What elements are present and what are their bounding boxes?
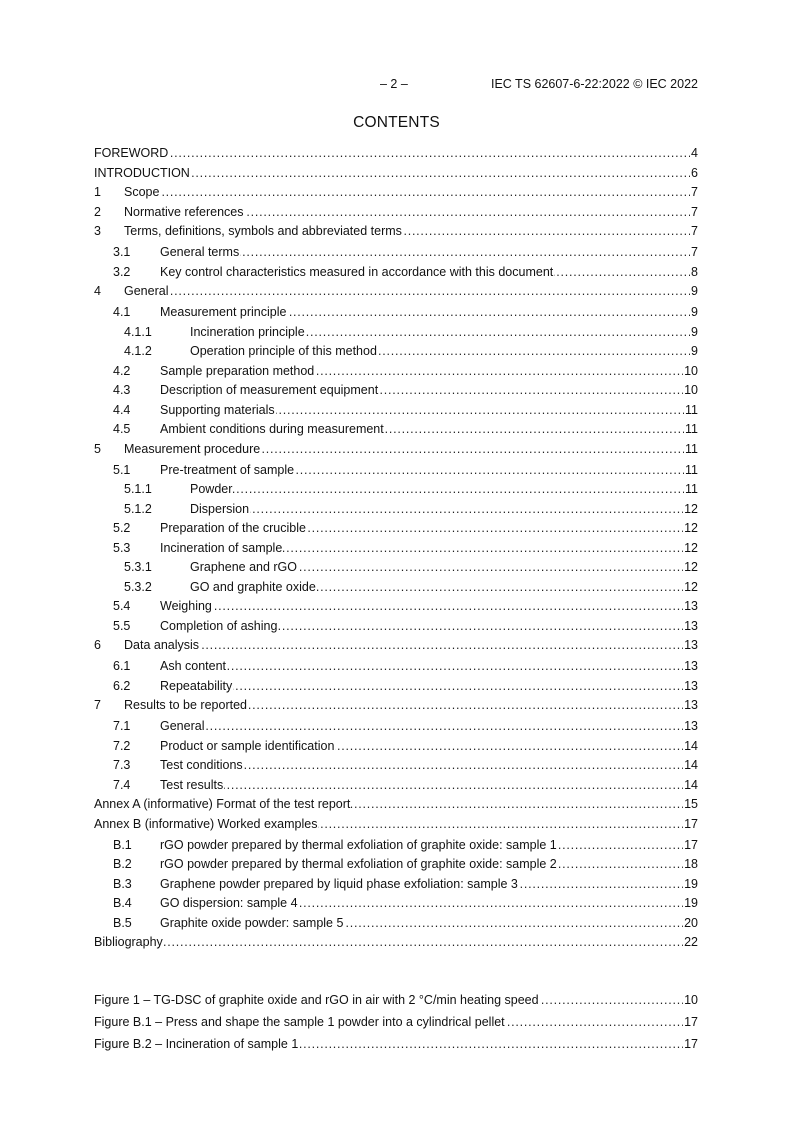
figures-entry-label: Figure B.1 – Press and shape the sample 1 powder into a cylindrical pellet [94,1015,505,1029]
dot-leader [248,697,683,713]
toc-entry-page: 20 [684,916,698,930]
dot-leader [213,598,683,614]
page-title: CONTENTS [353,114,440,131]
toc-entry-label: Graphite oxide powder: sample 5 [160,916,344,930]
toc-entry-label: Completion of ashing [160,619,278,633]
toc-entry-number: 7.3 [113,758,131,772]
dot-leader [169,283,690,299]
toc-entry-number: B.1 [113,838,132,852]
toc-entry-page: 7 [691,205,698,219]
toc-entry-page: 11 [685,463,698,477]
toc-entry-page: 11 [685,442,698,456]
dot-leader [554,264,690,280]
toc-entry-label: Supporting materials [160,403,275,417]
toc-entry-label: Description of measurement equipment [160,383,379,397]
toc-entry-page: 13 [684,638,698,652]
toc-entry-page: 17 [684,838,698,852]
dot-leader [506,1014,683,1030]
figures-entry-label: Figure B.2 – Incineration of sample 1 [94,1037,299,1051]
figures-entry-page: 17 [684,1037,698,1051]
toc-entry[interactable] [94,796,698,812]
toc-entry-label: General [160,719,205,733]
toc-entry-label: INTRODUCTION [94,166,190,180]
toc-entry-page: 9 [691,325,698,339]
toc-entry-label: Repeatability [160,679,233,693]
dot-leader [315,363,683,379]
toc-entry[interactable] [124,324,698,340]
figures-entry[interactable] [94,1014,698,1030]
toc-entry[interactable] [113,363,698,379]
toc-entry-label: Incineration of sample [160,541,283,555]
toc-entry[interactable] [124,501,698,517]
document-reference: IEC TS 62607-6-22:2022 © IEC 2022 [490,77,698,91]
toc-entry-label: Normative references [124,205,244,219]
toc-entry-number: 4.1.1 [124,325,152,339]
toc-entry-number: 6 [94,638,101,652]
toc-entry-label: Preparation of the crucible [160,521,306,535]
dot-leader [385,421,684,437]
toc-entry-label: Terms, definitions, symbols and abbreviated terms [124,224,402,238]
dot-leader [283,540,683,556]
page-header [380,76,698,92]
toc-entry-page: 11 [685,422,698,436]
toc-entry[interactable] [94,204,698,220]
dot-leader [540,992,684,1008]
toc-entry[interactable] [94,165,698,181]
toc-entry-page: 9 [691,305,698,319]
toc-entry-number: 5 [94,442,101,456]
toc-entry-label: Test conditions [160,758,243,772]
toc-entry-label: Test results [160,778,224,792]
toc-entry[interactable] [113,876,698,892]
toc-entry[interactable] [113,520,698,536]
toc-entry[interactable] [113,718,698,734]
toc-entry[interactable] [113,738,698,754]
toc-entry-number: 4 [94,284,101,298]
toc-entry-page: 13 [684,599,698,613]
dot-leader [278,618,683,634]
toc-entry[interactable] [124,559,698,575]
toc-entry[interactable] [94,637,698,653]
toc-entry-label: Results to be reported [124,698,247,712]
dot-leader [169,145,690,161]
toc-entry-page: 14 [684,758,698,772]
toc-entry-label: FOREWORD [94,146,169,160]
toc-entry[interactable] [124,481,698,497]
dot-leader [298,559,683,575]
toc-entry[interactable] [124,343,698,359]
toc-entry-label: Dispersion [190,502,250,516]
toc-entry-page: 13 [684,719,698,733]
toc-entry-number: B.5 [113,916,132,930]
toc-entry-page: 9 [691,284,698,298]
toc-entry[interactable] [113,462,698,478]
toc-entry-number: 5.1.1 [124,482,152,496]
toc-entry-number: 3.1 [113,245,131,259]
toc-entry-number: B.2 [113,857,132,871]
toc-entry-label: Graphene and rGO [190,560,298,574]
toc-entry-label: Data analysis [124,638,200,652]
toc-entry-number: 5.1.2 [124,502,152,516]
toc-entry-label: GO and graphite oxide [190,580,316,594]
dot-leader [299,895,684,911]
toc-entry[interactable] [113,304,698,320]
toc-entry-number: 5.3.1 [124,560,152,574]
toc-entry-number: 4.1.2 [124,344,152,358]
toc-entry-label: Sample preparation method [160,364,315,378]
figures-entry[interactable] [94,1036,698,1052]
dot-leader [295,462,684,478]
toc-entry-page: 15 [684,797,698,811]
toc-entry-page: 19 [684,877,698,891]
dot-leader [335,738,683,754]
toc-entry-label: Ambient conditions during measurement [160,422,384,436]
dot-leader [558,837,683,853]
toc-entry-label: Powder [190,482,233,496]
toc-entry-number: 3 [94,224,101,238]
toc-entry-number: 2 [94,205,101,219]
toc-entry-page: 7 [691,185,698,199]
toc-entry-page: 6 [691,166,698,180]
toc-entry-label: Ash content [160,659,227,673]
figures-entry-page: 17 [684,1015,698,1029]
toc-entry-page: 4 [691,146,698,160]
toc-entry-label: Incineration principle [190,325,305,339]
toc-entry-page: 13 [684,679,698,693]
toc-entry-label: Measurement principle [160,305,287,319]
toc-entry-number: 5.2 [113,521,131,535]
dot-leader [318,816,683,832]
toc-entry[interactable] [113,540,698,556]
toc-entry-label: Measurement procedure [124,442,261,456]
toc-entry[interactable] [113,678,698,694]
toc-entry[interactable] [94,816,698,832]
dot-leader [307,520,683,536]
toc-entry[interactable] [113,658,698,674]
toc-entry-label: Operation principle of this method [190,344,377,358]
toc-entry-number: 5.4 [113,599,131,613]
toc-entry-number: 4.1 [113,305,131,319]
toc-entry-number: 5.3 [113,541,131,555]
toc-entry[interactable] [113,777,698,793]
dot-leader [403,223,690,239]
dot-leader [344,915,683,931]
toc-entry-number: 5.3.2 [124,580,152,594]
toc-entry-label: rGO powder prepared by thermal exfoliation of graphite oxide: sample 2 [160,857,557,871]
dot-leader [306,324,690,340]
toc-entry-page: 19 [684,896,698,910]
toc-entry[interactable] [94,441,698,457]
toc-entry-page: 10 [684,364,698,378]
toc-entry-page: 12 [684,541,698,555]
toc-entry[interactable] [94,283,698,299]
dot-leader [164,934,683,950]
toc-entry-page: 12 [684,560,698,574]
toc-entry-label: Weighing [160,599,212,613]
toc-entry-page: 12 [684,502,698,516]
toc-entry[interactable] [94,145,698,161]
toc-entry-number: 4.3 [113,383,131,397]
toc-entry-number: 6.1 [113,659,131,673]
toc-entry-page: 9 [691,344,698,358]
dot-leader [244,757,683,773]
toc-entry-label: General terms [160,245,240,259]
dot-leader [250,501,683,517]
toc-entry[interactable] [113,598,698,614]
toc-entry-number: 3.2 [113,265,131,279]
toc-entry-page: 8 [691,265,698,279]
toc-entry[interactable] [94,697,698,713]
toc-entry-page: 10 [684,383,698,397]
toc-entry-number: 7.4 [113,778,131,792]
dot-leader [378,343,690,359]
toc-entry-number: 5.5 [113,619,131,633]
figures-entry-label: Figure 1 – TG-DSC of graphite oxide and rGO in air with 2 °C/min heating speed [94,993,539,1007]
toc-entry-label: Product or sample identification [160,739,335,753]
dot-leader [227,658,683,674]
toc-entry-label: Scope [124,185,160,199]
dot-leader [276,402,684,418]
toc-entry-page: 14 [684,739,698,753]
toc-entry-number: 5.1 [113,463,131,477]
dot-leader [317,579,683,595]
toc-entry-label: GO dispersion: sample 4 [160,896,298,910]
dot-leader [261,441,684,457]
dot-leader [240,244,690,260]
dot-leader [233,481,684,497]
figures-entry-page: 10 [684,993,698,1007]
dot-leader [191,165,690,181]
toc-entry-page: 18 [684,857,698,871]
toc-entry[interactable] [113,421,698,437]
toc-entry-number: B.4 [113,896,132,910]
dot-leader [519,876,683,892]
toc-entry[interactable] [113,382,698,398]
page-number: – 2 – [380,77,408,91]
toc-entry-number: 1 [94,185,101,199]
toc-entry-page: 17 [684,817,698,831]
toc-entry-number: 4.4 [113,403,131,417]
toc-entry-label: General [124,284,169,298]
toc-entry[interactable] [113,618,698,634]
toc-entry-number: 4.2 [113,364,131,378]
toc-entry-label: Key control characteristics measured in accordance with this document [160,265,554,279]
toc-entry[interactable] [113,856,698,872]
dot-leader [200,637,683,653]
dot-leader [351,796,683,812]
toc-entry-label: Annex B (informative) Worked examples [94,817,318,831]
toc-entry-page: 7 [691,245,698,259]
toc-entry-number: B.3 [113,877,132,891]
toc-entry[interactable] [113,402,698,418]
toc-entry[interactable] [113,264,698,280]
toc-entry-number: 7 [94,698,101,712]
dot-leader [205,718,683,734]
toc-entry-page: 7 [691,224,698,238]
toc-entry-label: rGO powder prepared by thermal exfoliation of graphite oxide: sample 1 [160,838,557,852]
toc-entry-page: 22 [684,935,698,949]
toc-entry[interactable] [124,579,698,595]
toc-entry-page: 11 [685,482,698,496]
dot-leader [287,304,690,320]
toc-entry[interactable] [113,244,698,260]
toc-entry-page: 14 [684,778,698,792]
toc-entry-label: Graphene powder prepared by liquid phase exfoliation: sample 3 [160,877,518,891]
toc-entry[interactable] [94,223,698,239]
toc-entry-number: 6.2 [113,679,131,693]
toc-entry-number: 4.5 [113,422,131,436]
toc-entry-page: 11 [685,403,698,417]
toc-entry-page: 13 [684,619,698,633]
toc-entry-label: Annex A (informative) Format of the test report [94,797,351,811]
dot-leader [224,777,683,793]
toc-entry-label: Pre-treatment of sample [160,463,295,477]
toc-entry-page: 13 [684,659,698,673]
toc-entry-page: 13 [684,698,698,712]
dot-leader [233,678,683,694]
toc-entry-page: 12 [684,580,698,594]
toc-entry-page: 12 [684,521,698,535]
figures-entry[interactable] [94,992,698,1008]
dot-leader [245,204,691,220]
dot-leader [299,1036,683,1052]
toc-entry[interactable] [113,895,698,911]
toc-entry-number: 7.1 [113,719,131,733]
toc-entry[interactable] [94,184,698,200]
toc-entry[interactable] [94,934,698,950]
dot-leader [160,184,690,200]
toc-entry[interactable] [113,915,698,931]
dot-leader [379,382,683,398]
toc-entry-number: 7.2 [113,739,131,753]
dot-leader [558,856,683,872]
toc-entry[interactable] [113,757,698,773]
toc-entry[interactable] [113,837,698,853]
toc-entry-label: Bibliography [94,935,163,949]
